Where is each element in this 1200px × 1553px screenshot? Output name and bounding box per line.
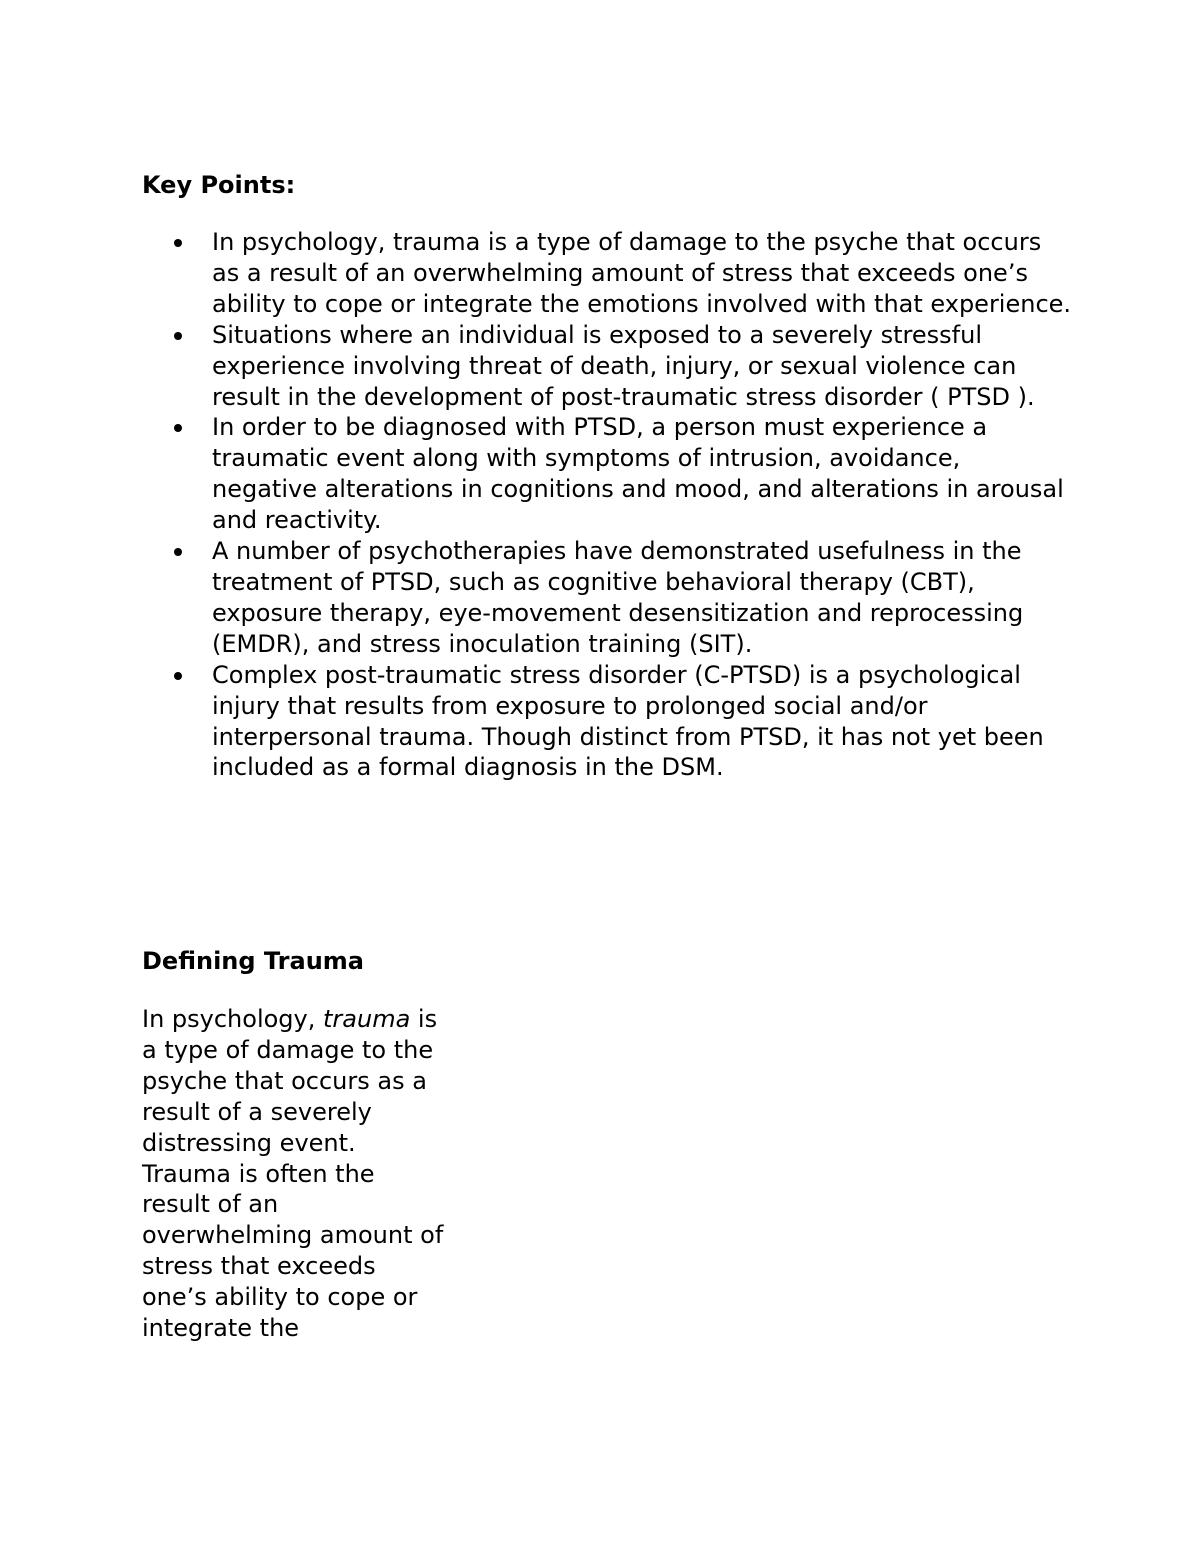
bullet-icon — [174, 424, 182, 432]
bullet-icon — [174, 672, 182, 680]
bullet-icon — [174, 548, 182, 556]
defining-trauma-heading: Defining Trauma — [142, 947, 364, 975]
key-point-item — [212, 660, 1072, 784]
bullet-icon — [174, 239, 182, 247]
key-point-text: Situations where an individual is exposed to a severely stressful experience involving threat of death, injury, or sexual violence can result in the development of post-traumatic stress disorder ( PTSD ). — [212, 320, 1035, 411]
key-point-item — [212, 536, 1072, 660]
paragraph-text-start: In psychology, — [142, 1005, 323, 1033]
key-points-heading: Key Points: — [142, 171, 296, 199]
key-point-item — [212, 412, 1072, 536]
defining-trauma-paragraph — [142, 1004, 446, 1344]
key-point-item — [212, 227, 1072, 320]
key-point-text: In psychology, trauma is a type of damage to the psyche that occurs as a result of an overwhelming amount of stress that exceeds one’s ability to cope or integrate the emotions involved with that experience. — [212, 228, 1072, 318]
key-point-text: Complex post-traumatic stress disorder (C-PTSD) is a psychological injury that results from exposure to prolonged social and/or interpersonal trauma. Though distinct from PTSD, it has not yet been included as a formal diagnosis in the DSM. — [212, 660, 1044, 782]
key-point-item — [212, 320, 1072, 413]
key-point-text: In order to be diagnosed with PTSD, a person must experience a traumatic event along with symptoms of intrusion, avoidance, negative alterations in cognitions and mood, and alterations in arousal and reactivity. — [212, 413, 1064, 535]
key-points-list — [212, 227, 1072, 783]
key-point-text: A number of psychotherapies have demonstrated usefulness in the treatment of PTSD, such as cognitive behavioral therapy (CBT), exposure therapy, eye-movement desensitization and reprocessing (EMDR), and stress inoculation training (SIT). — [212, 537, 1024, 658]
trauma-term: trauma — [323, 1005, 411, 1033]
paragraph-text-rest: is a type of damage to the psyche that occurs as a result of a severely distressing event. Trauma is often the result of an overwhelming amount of stress that exceeds one’s ability to cope or integrate the — [142, 1005, 444, 1343]
bullet-icon — [174, 332, 182, 340]
